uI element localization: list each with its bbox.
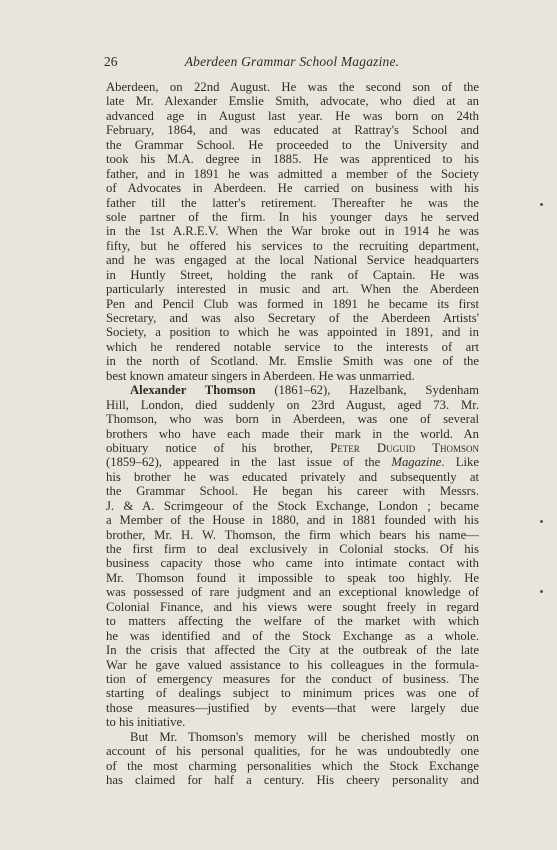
body-text: [106, 80, 479, 787]
text-line: and he was engaged at the local National Service headquarters: [106, 253, 479, 268]
obituary-name: Alexander Thomson: [130, 383, 256, 398]
text-line: But Mr. Thomson's memory will be cherished mostly on: [130, 729, 479, 744]
text-line: of the most charming personalities which the Stock Exchange: [106, 758, 479, 773]
text-line: father till the latter's retirement. Thereafter he was the: [106, 195, 479, 210]
text-line: Secretary, and was also Secretary of the Aberdeen Artists': [106, 311, 479, 325]
text-line: he was identified and of the Stock Exchange as a whole.: [106, 628, 479, 643]
text-line: of Advocates in Aberdeen. He carried on business with his: [106, 181, 479, 196]
text-line: best known amateur singers in Aberdeen. He was unmarried.: [106, 368, 415, 383]
text-line: a Member of the House in 1880, and in 1881 founded with his: [106, 513, 479, 528]
text-line: starting of dealings subject to minimum prices was one of: [106, 686, 479, 701]
text-line: particularly interested in music and art. When the Aberdeen: [106, 282, 479, 297]
text-line: advanced age in August last year. He was born on 24th: [106, 108, 479, 123]
text-line: Colonial Finance, and his views were sought freely in regard: [106, 599, 479, 614]
text-line: in the 1st A.R.E.V. When the War broke out in 1914 he was: [106, 224, 479, 239]
paper-speck: [540, 590, 543, 593]
text-line: [106, 441, 479, 455]
text-line: February, 1864, and was educated at Rattray's School and: [106, 123, 479, 138]
running-header: [104, 54, 480, 74]
text-line: Aberdeen, on 22nd August. He was the second son of the: [106, 80, 479, 94]
paper-speck: [540, 203, 543, 206]
text-line: in the north of Scotland. Mr. Emslie Smith was one of the: [106, 354, 479, 369]
text-line: fifty, but he offered his services to the recruiting department,: [106, 238, 479, 253]
text-line: those measures—justified by events—that were largely due: [106, 700, 479, 715]
text-line: his brother he was educated privately and subsequently at: [106, 469, 479, 484]
text-line: Hill, London, died suddenly on 23rd August, aged 73. Mr.: [106, 397, 479, 412]
text-line: to matters affecting the welfare of the market with which: [106, 614, 479, 629]
text-line: In the crisis that affected the City at the outbreak of the late: [106, 643, 479, 658]
text-line: has claimed for half a century. His cheery personality and: [106, 773, 479, 787]
text-line: which he rendered notable service to the interests of art: [106, 339, 479, 354]
text-line: account of his personal qualities, for he was undoubtedly one: [106, 744, 479, 759]
text-line: tion of emergency measures for the conduct of business. The: [106, 671, 479, 686]
text-line: the Grammar School. He proceeded to the University and: [106, 137, 479, 152]
text-line: sole partner of the firm. In his younger days he served: [106, 209, 479, 224]
text-line: Mr. Thomson found it impossible to speak too highly. He: [106, 570, 479, 585]
text-line: brothers who have each made their mark in the world. An: [106, 426, 479, 441]
text-line: War he gave valued assistance to his colleagues in the formula-: [106, 657, 479, 672]
magazine-title: Magazine: [391, 455, 442, 470]
text-line: the Grammar School. He began his career with Messrs.: [106, 484, 479, 499]
text-line: Society, a position to which he was appointed in 1891, and in: [106, 325, 479, 340]
text-fragment: (1861–62), Hazelbank, Sydenham: [255, 383, 479, 398]
text-line: business capacity those who came into intimate contact with: [106, 556, 479, 571]
text-line: the first firm to deal exclusively in Colonial stocks. Of his: [106, 542, 479, 556]
text-line: late Mr. Alexander Emslie Smith, advocate, who died at an: [106, 94, 479, 109]
text-line: to his initiative.: [106, 715, 186, 730]
text-line: Thomson, who was born in Aberdeen, was one of several: [106, 412, 479, 427]
text-fragment: . Like: [441, 455, 479, 470]
text-fragment: (1859–62), appeared in the last issue of the: [106, 455, 392, 470]
page-number: 26: [104, 54, 118, 69]
journal-title: Aberdeen Grammar School Magazine.: [184, 54, 400, 69]
brother-name: Peter Duguid Thomson: [330, 440, 479, 455]
text-line: father, and in 1891 he was admitted a member of the Society: [106, 166, 479, 181]
text-line: brother, Mr. H. W. Thomson, the firm which bears his name—: [106, 527, 479, 542]
text-line: in Huntly Street, holding the rank of Captain. He was: [106, 267, 479, 282]
text-line: J. & A. Scrimgeour of the Stock Exchange, London ; became: [106, 498, 479, 513]
text-fragment: obituary notice of his brother,: [106, 440, 331, 455]
text-line: [106, 383, 479, 397]
text-line: Pen and Pencil Club was formed in 1891 he became its first: [106, 296, 479, 311]
text-line: took his M.A. degree in 1885. He was apprenticed to his: [106, 152, 479, 167]
text-line: was possessed of rare judgment and an exceptional knowledge of: [106, 585, 479, 600]
paper-speck: [540, 520, 543, 523]
text-line: [106, 455, 479, 469]
